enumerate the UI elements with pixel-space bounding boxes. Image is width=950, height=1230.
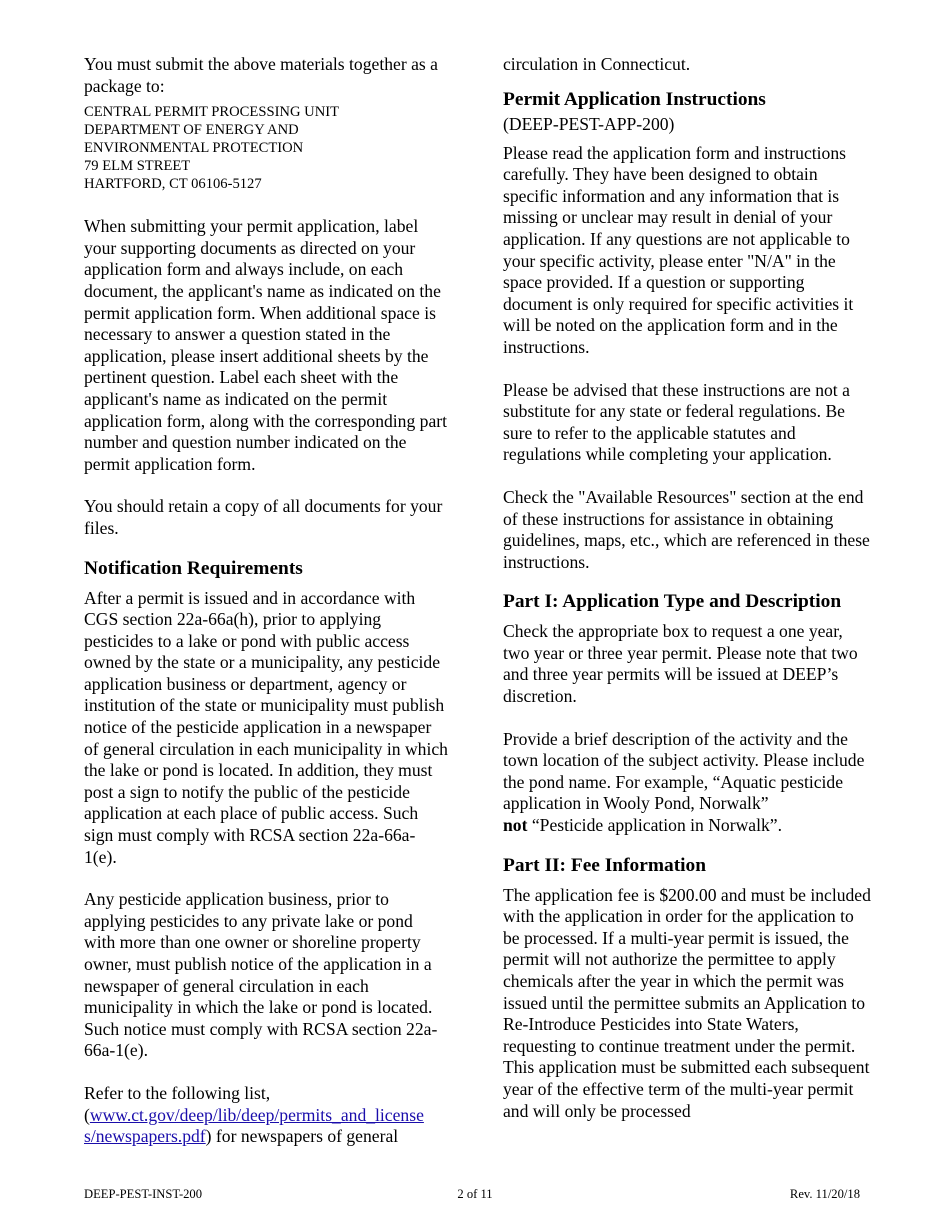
retain-copy-paragraph: You should retain a copy of all documents for your files. (84, 496, 443, 538)
mailing-address (84, 103, 448, 193)
address-line: DEPARTMENT OF ENERGY AND (84, 122, 299, 139)
right-column (503, 54, 873, 1122)
refer-prefix: Refer to the following list, ( (84, 1082, 271, 1125)
footer-revision: Rev. 11/20/18 (789, 1187, 860, 1201)
refer-suffix: ) for newspapers of general (205, 1126, 399, 1147)
notification-paragraph-private: Any pesticide application business, prior to applying pesticides to any private lake or pond with more than one owner or shoreline property owner, must publish notice of the application in a newspaper of general circulation in each municipality in which the lake or pond is located. Such notice must comply with RCSA section 22a-66a-1(e). (84, 889, 438, 1061)
left-column (84, 54, 448, 1148)
part1-description-paragraph: Provide a brief description of the activity and the town location of the subject activity. Please include the pond name. For example, “Aquatic pesticide application in Wooly Pond, Norwalk” not “Pesticide application in Norwalk”. (503, 728, 865, 836)
part2-fee-paragraph: The application fee is $200.00 and must be included with the application in order for the application to be processed. If a multi-year permit is issued, the permit will not authorize the permittee to apply chemicals after the year in which the permit was issued until the permittee submits an Application to Re-Introduce Pesticides into State Waters, requesting to continue treatment under the permit. This application must be submitted each subsequent year of the effective term of the multi-year permit and will only be processed (503, 884, 871, 1121)
footer-form-id: DEEP-PEST-INST-200 (84, 1187, 203, 1201)
address-line: ENVIRONMENTAL PROTECTION (84, 140, 304, 157)
refer-paragraph (84, 1083, 448, 1148)
advised-paragraph: Please be advised that these instructions are not a substitute for any state or federal regulations. Be sure to refer to the applicable statutes and regulations while completing your application. (503, 379, 850, 465)
intro-text: You must submit the above materials together as a package to: (84, 54, 438, 96)
part1-permit-term-paragraph: Check the appropriate box to request a one year, two year or three year permit. Please note that two and three year permits will be issued at DEEP’s discretion. (503, 621, 858, 707)
footer-page-number: 2 of 11 (457, 1187, 493, 1201)
notification-paragraph-public: After a permit is issued and in accordance with CGS section 22a-66a(h), prior to applying pesticides to a lake or pond with public access owned by the state or a municipality, any pesticide application business or department, agency or institution of the state or municipality must publish notice of the pesticide application in a newspaper of general circulation in each municipality in which the lake or pond is located. In addition, they must post a sign to notify the public of the pesticide application at each place of public access. Such sign must comply with RCSA section 22a-66a-1(e). (84, 587, 448, 867)
address-line: 79 ELM STREET (84, 158, 191, 175)
part1-heading: Part I: Application Type and Description (503, 591, 842, 613)
newspapers-link[interactable]: www.ct.gov/deep/lib/deep/permits_and_license s/newspapers.pdf (84, 1104, 424, 1147)
instructions-heading: Permit Application Instructions (503, 88, 766, 110)
address-line: HARTFORD, CT 06106-5127 (84, 176, 262, 193)
read-carefully-paragraph: Please read the application form and instructions carefully. They have been designed to obtain specific information and any information that is missing or unclear may result in denial of your application. If any questions are not applicable to your specific activity, please enter "N/A" in the space provided. If a question or supporting document is only required for specific activities it will be noted on the application form and in the instructions. (503, 142, 854, 357)
continuation-text: circulation in Connecticut. (503, 54, 691, 74)
emphasis-not: not (503, 815, 528, 836)
resources-paragraph: Check the "Available Resources" section at the end of these instructions for assistance in obtaining guidelines, maps, etc., which are referenced in these instructions. (503, 486, 870, 572)
instructions-form-code: (DEEP-PEST-APP-200) (503, 113, 675, 134)
address-line: CENTRAL PERMIT PROCESSING UNIT (84, 104, 340, 121)
part2-heading: Part II: Fee Information (503, 854, 707, 876)
labeling-paragraph: When submitting your permit application, label your supporting documents as directed on your application form and always include, on each document, the applicant's name as indicated on the permit application form. When additional space is necessary to answer a question stated in the application, please insert additional sheets by the pertinent question. Label each sheet with the applicant's name as indicated on the permit application form, along with the corresponding part number and question number indicated on the permit application form. (84, 216, 448, 474)
notification-heading: Notification Requirements (84, 557, 303, 579)
